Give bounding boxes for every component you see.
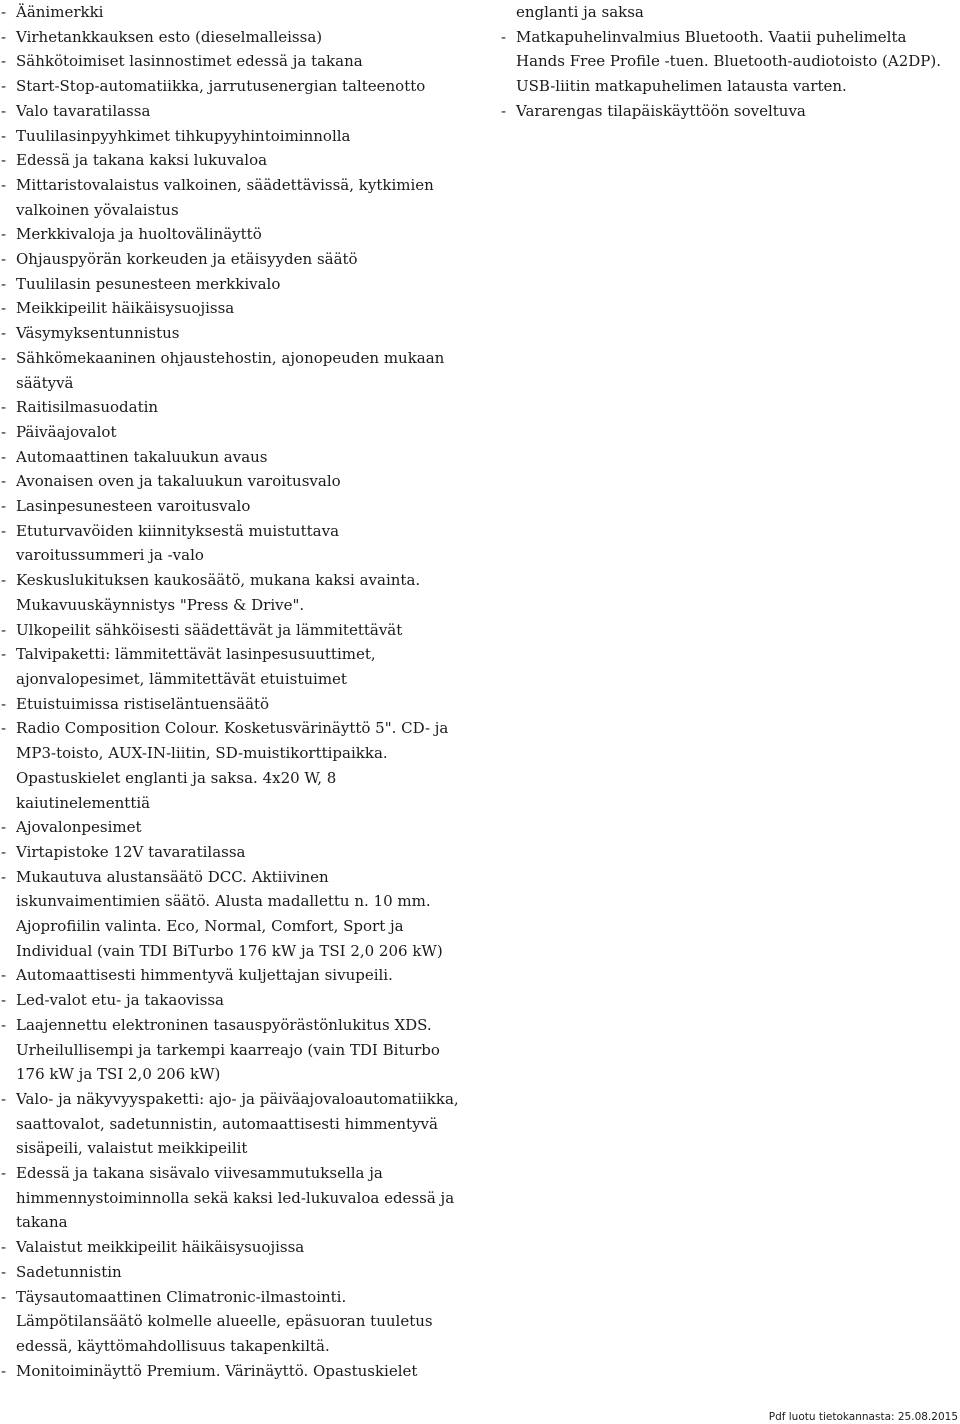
feature-item: - Monitoiminäyttö Premium. Värinäyttö. Opastuskielet: [0, 1359, 470, 1384]
feature-item: - Merkkivaloja ja huoltovälinäyttö: [0, 222, 470, 247]
feature-item: - Vararengas tilapäiskäyttöön soveltuva: [500, 99, 952, 124]
feature-item: - Avonaisen oven ja takaluukun varoitusvalo: [0, 469, 470, 494]
left-feature-list: [0, 0, 470, 1383]
feature-item: - Automaattinen takaluukun avaus: [0, 445, 470, 470]
feature-item: - Mittaristovalaistus valkoinen, säädettävissä, kytkimien valkoinen yövalaistus: [0, 173, 470, 222]
feature-item: - Virhetankkauksen esto (dieselmalleissa): [0, 25, 470, 50]
feature-item: - Start-Stop-automatiikka, jarrutusenergian talteenotto: [0, 74, 470, 99]
feature-item: - Ulkopeilit sähköisesti säädettävät ja lämmitettävät: [0, 618, 470, 643]
feature-item: - Ohjauspyörän korkeuden ja etäisyyden säätö: [0, 247, 470, 272]
feature-item: - Äänimerkki: [0, 0, 470, 25]
right-feature-list: [500, 0, 952, 124]
feature-item: - Tuulilasin pesunesteen merkkivalo: [0, 272, 470, 297]
feature-item: - Etuturvavöiden kiinnityksestä muistuttava varoitussummeri ja -valo: [0, 519, 470, 568]
feature-item: - Valo tavaratilassa: [0, 99, 470, 124]
feature-item: - Sähkötoimiset lasinnostimet edessä ja takana: [0, 49, 470, 74]
feature-item: - Meikkipeilit häikäisysuojissa: [0, 296, 470, 321]
feature-item: - Täysautomaattinen Climatronic-ilmastointi. Lämpötilansäätö kolmelle alueelle, epäsuoran tuuletus edessä, käyttömahdollisuus takapenkiltä.: [0, 1285, 470, 1359]
feature-item: - Sähkömekaaninen ohjaustehostin, ajonopeuden mukaan säätyvä: [0, 346, 470, 395]
continuation-line: englanti ja saksa: [516, 3, 644, 21]
feature-item: - Keskuslukituksen kaukosäätö, mukana kaksi avainta. Mukavuuskäynnistys "Press & Drive".: [0, 568, 470, 617]
feature-item: - Ajovalonpesimet: [0, 815, 470, 840]
feature-item: - Edessä ja takana sisävalo viivesammutuksella ja himmennystoiminnolla sekä kaksi led-lukuvaloa edessä ja takana: [0, 1161, 470, 1235]
feature-item: - Päiväajovalot: [0, 420, 470, 445]
feature-item: - Edessä ja takana kaksi lukuvaloa: [0, 148, 470, 173]
feature-item: - Radio Composition Colour. Kosketusvärinäyttö 5". CD- ja MP3-toisto, AUX-IN-liitin, SD-muistikorttipaikka. Opastuskielet englanti ja saksa. 4x20 W, 8 kaiutinelementtiä: [0, 716, 470, 815]
feature-item: - Automaattisesti himmentyvä kuljettajan sivupeili.: [0, 963, 470, 988]
feature-item: - Mukautuva alustansäätö DCC. Aktiivinen iskunvaimentimien säätö. Alusta madallettu n. 10 mm. Ajoprofiilin valinta. Eco, Normal, Comfort, Sport ja Individual (vain TDI BiTurbo 176 kW ja TSI 2,0 206 kW): [0, 865, 470, 964]
feature-item: - Virtapistoke 12V tavaratilassa: [0, 840, 470, 865]
pdf-footer: Pdf luotu tietokannasta: 25.08.2015: [768, 1411, 958, 1423]
feature-item: - Valaistut meikkipeilit häikäisysuojissa: [0, 1235, 470, 1260]
feature-item: - Led-valot etu- ja takaovissa: [0, 988, 470, 1013]
feature-item: - Tuulilasinpyyhkimet tihkupyyhintoiminnolla: [0, 124, 470, 149]
feature-item: - Väsymyksentunnistus: [0, 321, 470, 346]
feature-item: - Lasinpesunesteen varoitusvalo: [0, 494, 470, 519]
feature-item: - Sadetunnistin: [0, 1260, 470, 1285]
feature-item: - Raitisilmasuodatin: [0, 395, 470, 420]
feature-item: - Laajennettu elektroninen tasauspyörästönlukitus XDS. Urheilullisempi ja tarkempi kaarreajo (vain TDI Biturbo 176 kW ja TSI 2,0 206 kW): [0, 1013, 470, 1087]
feature-item: - Matkapuhelinvalmius Bluetooth. Vaatii puhelimelta Hands Free Profile -tuen. Bluetooth-audiotoisto (A2DP). USB-liitin matkapuhelimen latausta varten.: [500, 25, 952, 99]
feature-item: - Talvipaketti: lämmitettävät lasinpesusuuttimet, ajonvalopesimet, lämmitettävät etuistuimet: [0, 642, 470, 691]
feature-item: - Etuistuimissa ristiseläntuensäätö: [0, 692, 470, 717]
feature-item: - Valo- ja näkyvyyspaketti: ajo- ja päiväajovaloautomatiikka, saattovalot, sadetunnistin, automaattisesti himmentyvä sisäpeili, valaistut meikkipeilit: [0, 1087, 470, 1161]
